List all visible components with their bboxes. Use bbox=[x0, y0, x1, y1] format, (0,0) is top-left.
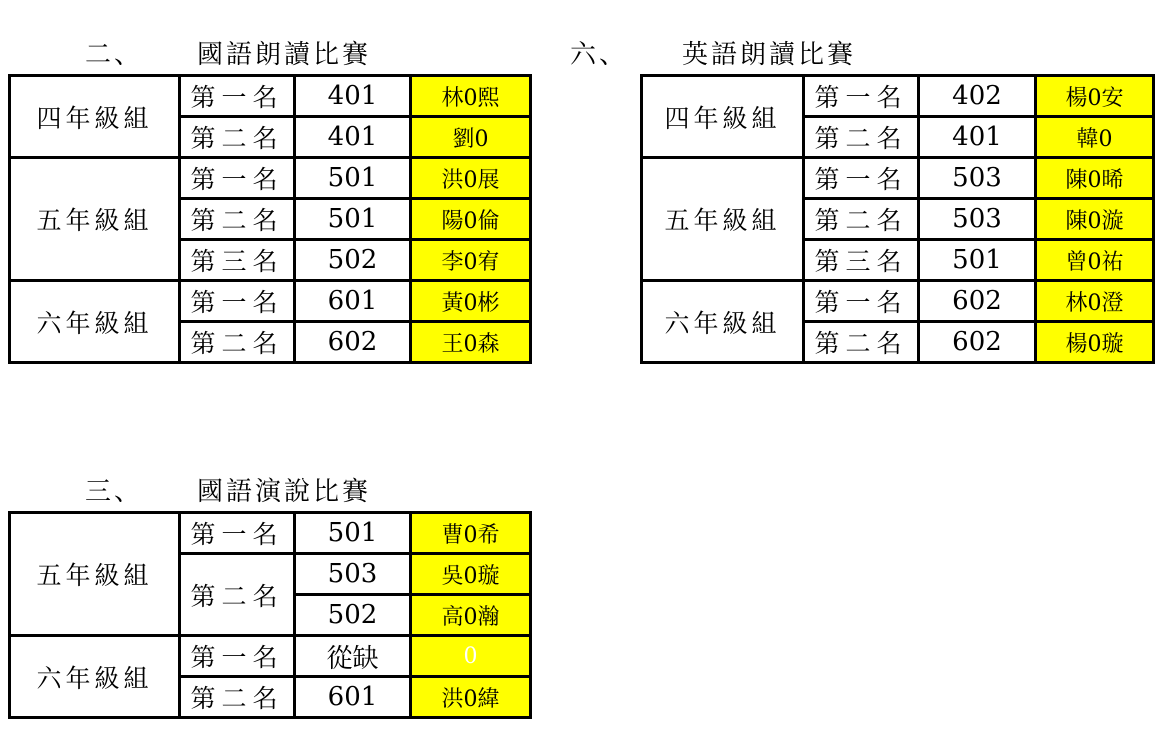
section-heading: 國語演說比賽 bbox=[197, 477, 372, 507]
class-cell: 503 bbox=[295, 554, 411, 595]
class-cell: 501 bbox=[295, 199, 411, 240]
section-number: 六、 bbox=[570, 40, 629, 70]
mandarin-speech-table bbox=[8, 511, 532, 719]
winner-name-cell: 陳0漩 bbox=[1036, 199, 1154, 240]
rank-cell: 第一名 bbox=[180, 158, 295, 199]
winner-name-cell: 楊0璇 bbox=[1036, 322, 1154, 363]
class-cell: 502 bbox=[295, 240, 411, 281]
winner-name-cell: 曹0希 bbox=[411, 513, 531, 554]
winner-name-cell: 陳0晞 bbox=[1036, 158, 1154, 199]
class-cell: 401 bbox=[295, 76, 411, 117]
class-cell: 從缺 bbox=[295, 636, 411, 677]
table-row bbox=[10, 76, 531, 117]
class-cell: 602 bbox=[919, 281, 1036, 322]
winner-name-cell: 洪0展 bbox=[411, 158, 531, 199]
class-cell: 402 bbox=[919, 76, 1036, 117]
table-row bbox=[10, 281, 531, 322]
winner-name-cell: 洪0緯 bbox=[411, 677, 531, 718]
group-cell: 五年級組 bbox=[10, 158, 180, 281]
class-cell: 501 bbox=[919, 240, 1036, 281]
winner-name-cell: 林0熙 bbox=[411, 76, 531, 117]
rank-cell: 第二名 bbox=[804, 322, 919, 363]
group-cell: 五年級組 bbox=[10, 513, 180, 636]
section-title-mandarin-reading bbox=[75, 40, 371, 70]
winner-name-cell: 曾0祐 bbox=[1036, 240, 1154, 281]
rank-cell: 第二名 bbox=[180, 199, 295, 240]
rank-cell: 第二名 bbox=[180, 117, 295, 158]
group-cell: 四年級組 bbox=[10, 76, 180, 158]
rank-cell: 第一名 bbox=[804, 158, 919, 199]
group-cell: 六年級組 bbox=[642, 281, 804, 363]
group-cell: 六年級組 bbox=[10, 636, 180, 718]
section-number: 三、 bbox=[85, 477, 144, 507]
class-cell: 601 bbox=[295, 281, 411, 322]
rank-cell: 第一名 bbox=[804, 281, 919, 322]
class-cell: 401 bbox=[919, 117, 1036, 158]
class-cell: 502 bbox=[295, 595, 411, 636]
table-row bbox=[642, 281, 1154, 322]
class-cell: 503 bbox=[919, 199, 1036, 240]
winner-name-cell: 王0森 bbox=[411, 322, 531, 363]
winner-name-cell: 高0瀚 bbox=[411, 595, 531, 636]
winner-name-cell: 0 bbox=[411, 636, 531, 677]
rank-cell: 第三名 bbox=[804, 240, 919, 281]
rank-cell: 第一名 bbox=[180, 281, 295, 322]
rank-cell: 第三名 bbox=[180, 240, 295, 281]
winner-name-cell: 楊0安 bbox=[1036, 76, 1154, 117]
rank-cell: 第一名 bbox=[804, 76, 919, 117]
class-cell: 602 bbox=[295, 322, 411, 363]
class-cell: 501 bbox=[295, 158, 411, 199]
rank-cell: 第二名 bbox=[180, 322, 295, 363]
section-heading: 國語朗讀比賽 bbox=[197, 40, 372, 70]
winner-name-cell: 黃0彬 bbox=[411, 281, 531, 322]
section-heading: 英語朗讀比賽 bbox=[682, 40, 857, 70]
section-title-english-reading bbox=[560, 40, 856, 70]
group-cell: 四年級組 bbox=[642, 76, 804, 158]
rank-cell: 第一名 bbox=[180, 513, 295, 554]
table-row bbox=[10, 513, 531, 554]
winner-name-cell: 林0澄 bbox=[1036, 281, 1154, 322]
group-cell: 六年級組 bbox=[10, 281, 180, 363]
table-row bbox=[10, 636, 531, 677]
rank-cell: 第二名 bbox=[804, 199, 919, 240]
winner-name-cell: 韓0 bbox=[1036, 117, 1154, 158]
class-cell: 401 bbox=[295, 117, 411, 158]
winner-name-cell: 李0宥 bbox=[411, 240, 531, 281]
rank-cell: 第二名 bbox=[180, 554, 295, 636]
class-cell: 501 bbox=[295, 513, 411, 554]
winner-name-cell: 陽0倫 bbox=[411, 199, 531, 240]
class-cell: 503 bbox=[919, 158, 1036, 199]
winner-name-cell: 劉0 bbox=[411, 117, 531, 158]
class-cell: 601 bbox=[295, 677, 411, 718]
class-cell: 602 bbox=[919, 322, 1036, 363]
winner-name-cell: 吳0璇 bbox=[411, 554, 531, 595]
rank-cell: 第二名 bbox=[804, 117, 919, 158]
rank-cell: 第一名 bbox=[180, 636, 295, 677]
mandarin-reading-table bbox=[8, 74, 532, 364]
section-title-mandarin-speech bbox=[75, 477, 371, 507]
table-row bbox=[642, 158, 1154, 199]
table-row bbox=[642, 76, 1154, 117]
table-row bbox=[10, 158, 531, 199]
group-cell: 五年級組 bbox=[642, 158, 804, 281]
english-reading-table bbox=[640, 74, 1155, 364]
rank-cell: 第一名 bbox=[180, 76, 295, 117]
section-number: 二、 bbox=[85, 40, 144, 70]
rank-cell: 第二名 bbox=[180, 677, 295, 718]
